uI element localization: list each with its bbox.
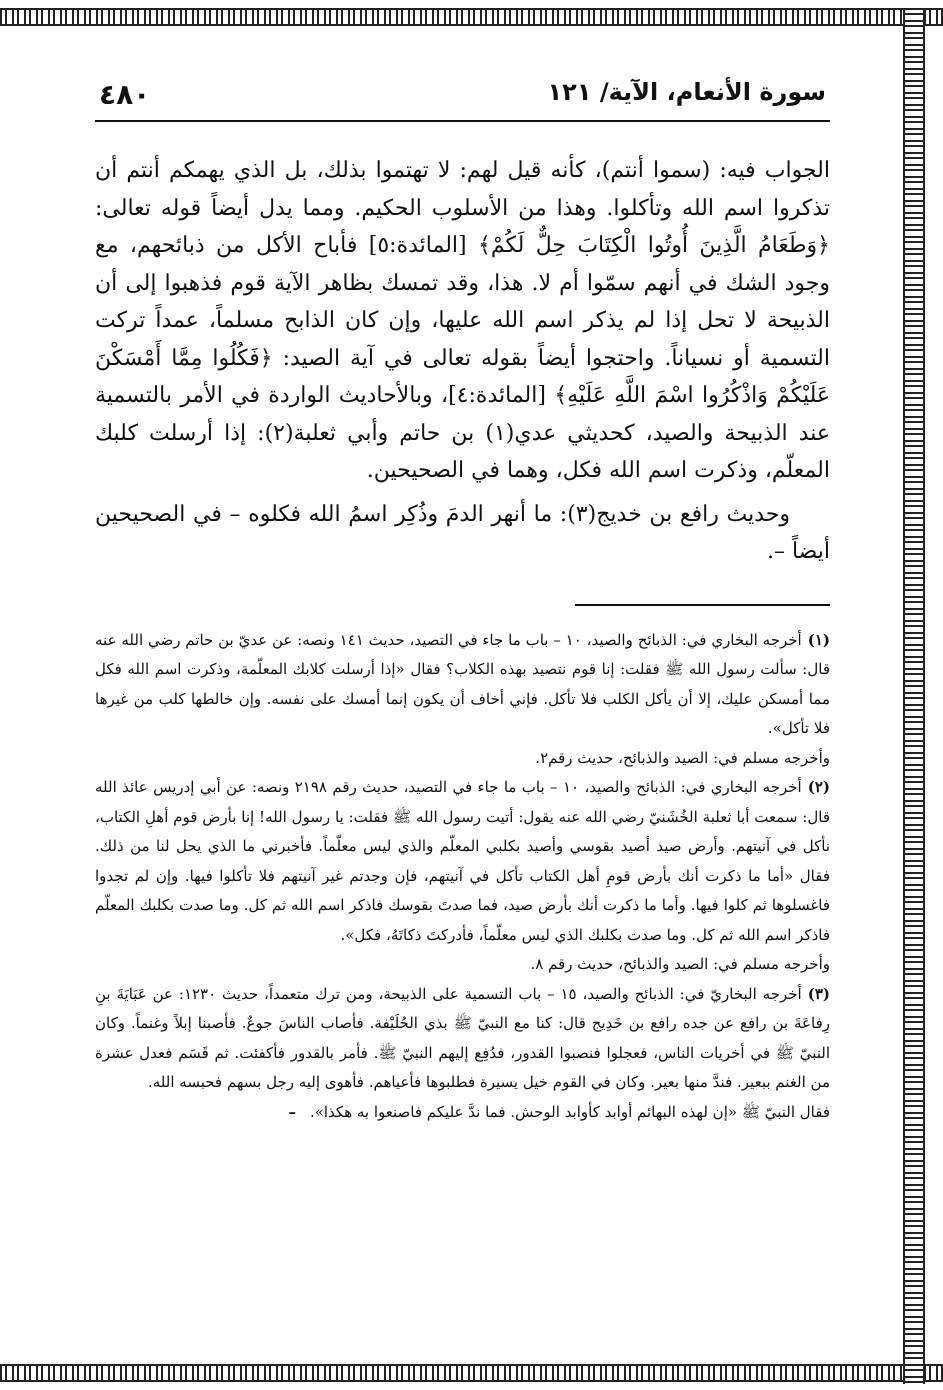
decorative-border-bottom [0, 1364, 943, 1382]
page-number: ٤٨٠ [99, 78, 151, 111]
main-text [95, 152, 830, 571]
footnote-text: أخرجه البخاري في: الذبائح والصيد، ١٠ – باب ما جاء في التصيد، حديث ١٤١ ونصه: عن عديّ بن حاتم رضي الله عنه قال: سألت رسول الله ﷺ فقلت: إنا قوم نتصيد بهذه الكلاب؟ فقال «إذا أرسلت كلابك المعلّمة، وذكرت اسم الله فكل مما أمسكن عليك، إلا أن يأكل الكلب فلا تأكل. فإني أخاف أن يكون إنما أمسك على نفسه. وإن خالطها كلب من غيرها فلا تأكل». [95, 630, 830, 737]
footnote-3 [95, 980, 830, 1128]
footnote-text: وأخرجه مسلم في: الصيد والذبائح، حديث رقم٢. [535, 748, 830, 767]
decorative-border-top [0, 8, 943, 26]
body-paragraph: الجواب فيه: (سموا أنتم)، كأنه قيل لهم: لا تهتموا بذلك، بل الذي يهمكم أنتم أن تذكروا اسم الله وتأكلوا. وهذا من الأسلوب الحكيم. ومما يدل أيضاً قوله تعالى: ﴿وَطَعَامُ الَّذِينَ أُوتُوا الْكِتَابَ حِلٌّ لَكُمْ﴾ [المائدة:٥] فأباح الأكل من ذبائحهم، مع وجود الشك في أنهم سمّوا أم لا. هذا، وقد تمسك بظاهر الآية قوم فذهبوا إلى أن الذبيحة لا تحل إذا لم يذكر اسم الله عليها، وإن كان الذابح مسلماً، عمداً تركت التسمية أو نسياناً. واحتجوا أيضاً بقوله تعالى في آية الصيد: ﴿فَكُلُوا مِمَّا أَمْسَكْنَ عَلَيْكُمْ وَاذْكُرُوا اسْمَ اللَّهِ عَلَيْهِ﴾ [المائدة:٤]، وبالأحاديث الواردة في الأمر بالتسمية عند الذبيحة والصيد، كحديثي عدي(١) بن حاتم وأبي ثعلبة(٢): إذا أرسلت كلبك المعلّم، وذكرت اسم الله فكل، وهما في الصحيحين. [95, 158, 831, 483]
footnote-marker: (٣) [807, 984, 830, 1003]
footnote-text: وأخرجه مسلم في: الصيد والذبائح، حديث رقم ٨. [530, 955, 830, 973]
footnote-text: أخرجه البخاري في: الذبائح والصيد، ١٠ – باب ما جاء في التصيد، حديث رقم ٢١٩٨ ونصه: عن أبي إدريس عائذ الله قال: سمعت أبا ثعلبة الخُشَنيّ رضي الله عنه يقول: أتيت رسول الله ﷺ فقلت: يا رسول الله! إنا بأرض قوم أهلِ الكتاب، نأكل في آنيتهم. وأرض صيد أصيد بقوسي وأصيد بكلبي المعلّم والذي ليس معلّماً. فأخبرني ما الذي يحل لنا من ذلك. فقال «أما ما ذكرت أنك بأرض قومِ أهل الكتاب تأكل في آنيتهم، فإن وجدتم غير آنيتهم فلا تأكلوا فيها. وإن لم تجدوا فاغسلوها ثم كلوا فيها. وأما ما ذكرت أنك بأرض صيد، فما صدتَ بقوسك فاذكر اسم الله ثم كل. وما صدت بكلبك المعلّم فاذكر اسم الله ثم كل. وما صدت بكلبك الذي ليس معلّماً، فأدركتَ ذكاتَهُ، فكل». [95, 778, 830, 944]
book-page [95, 70, 830, 1350]
decorative-border-right [903, 8, 925, 1384]
footnote-2 [95, 773, 830, 980]
footnote-marker: (٢) [807, 778, 830, 796]
footnotes [95, 626, 830, 1128]
footnote-1 [95, 626, 830, 774]
running-title: سورة الأنعام، الآية/ ١٢١ [547, 78, 826, 106]
body-paragraph: وحديث رافع بن خديج(٣): ما أنهر الدمَ وذُكِر اسمُ الله فكلوه – في الصحيحين أيضاً –. [95, 501, 830, 564]
end-mark: – [288, 1102, 296, 1121]
footnote-text: أخرجه البخاريّ في: الذبائح والصيد، ١٥ – باب التسمية على الذبيحة، ومن ترك متعمداً، حديث ١٢٣٠: عن عَبَايَةَ بنِ رِفاعَةَ بن رافع عن جده رافع بن خَدِيج قال: كنا مع النبيّ ﷺ بذي الحُلَيْفة. فأصاب الناسَ جوعٌ. فأصبنا إبلاً وغنماً. وكان النبيّ ﷺ في أخريات الناس، فعجلوا فنصبوا القدور، فدُفِع إليهم النبيّ ﷺ. فأمر بالقدور فأكفئت. ثم قَسَم فعدل عشرة من الغنم ببعير. فندَّ منها بعير. وكان في القوم خيل يسيرة فطلبوها فأعياهم. فأهوى إليه رجل بسهم فحبسه الله. [95, 984, 830, 1091]
footnote-text: فقال النبيّ ﷺ «إن لهذه البهائم أوابد كأوابد الوحش. فما ندَّ عليكم فاصنعوا به هكذا». [309, 1102, 830, 1121]
footnote-marker: (١) [807, 630, 830, 649]
footnote-separator [575, 604, 830, 606]
page-header [95, 70, 830, 122]
